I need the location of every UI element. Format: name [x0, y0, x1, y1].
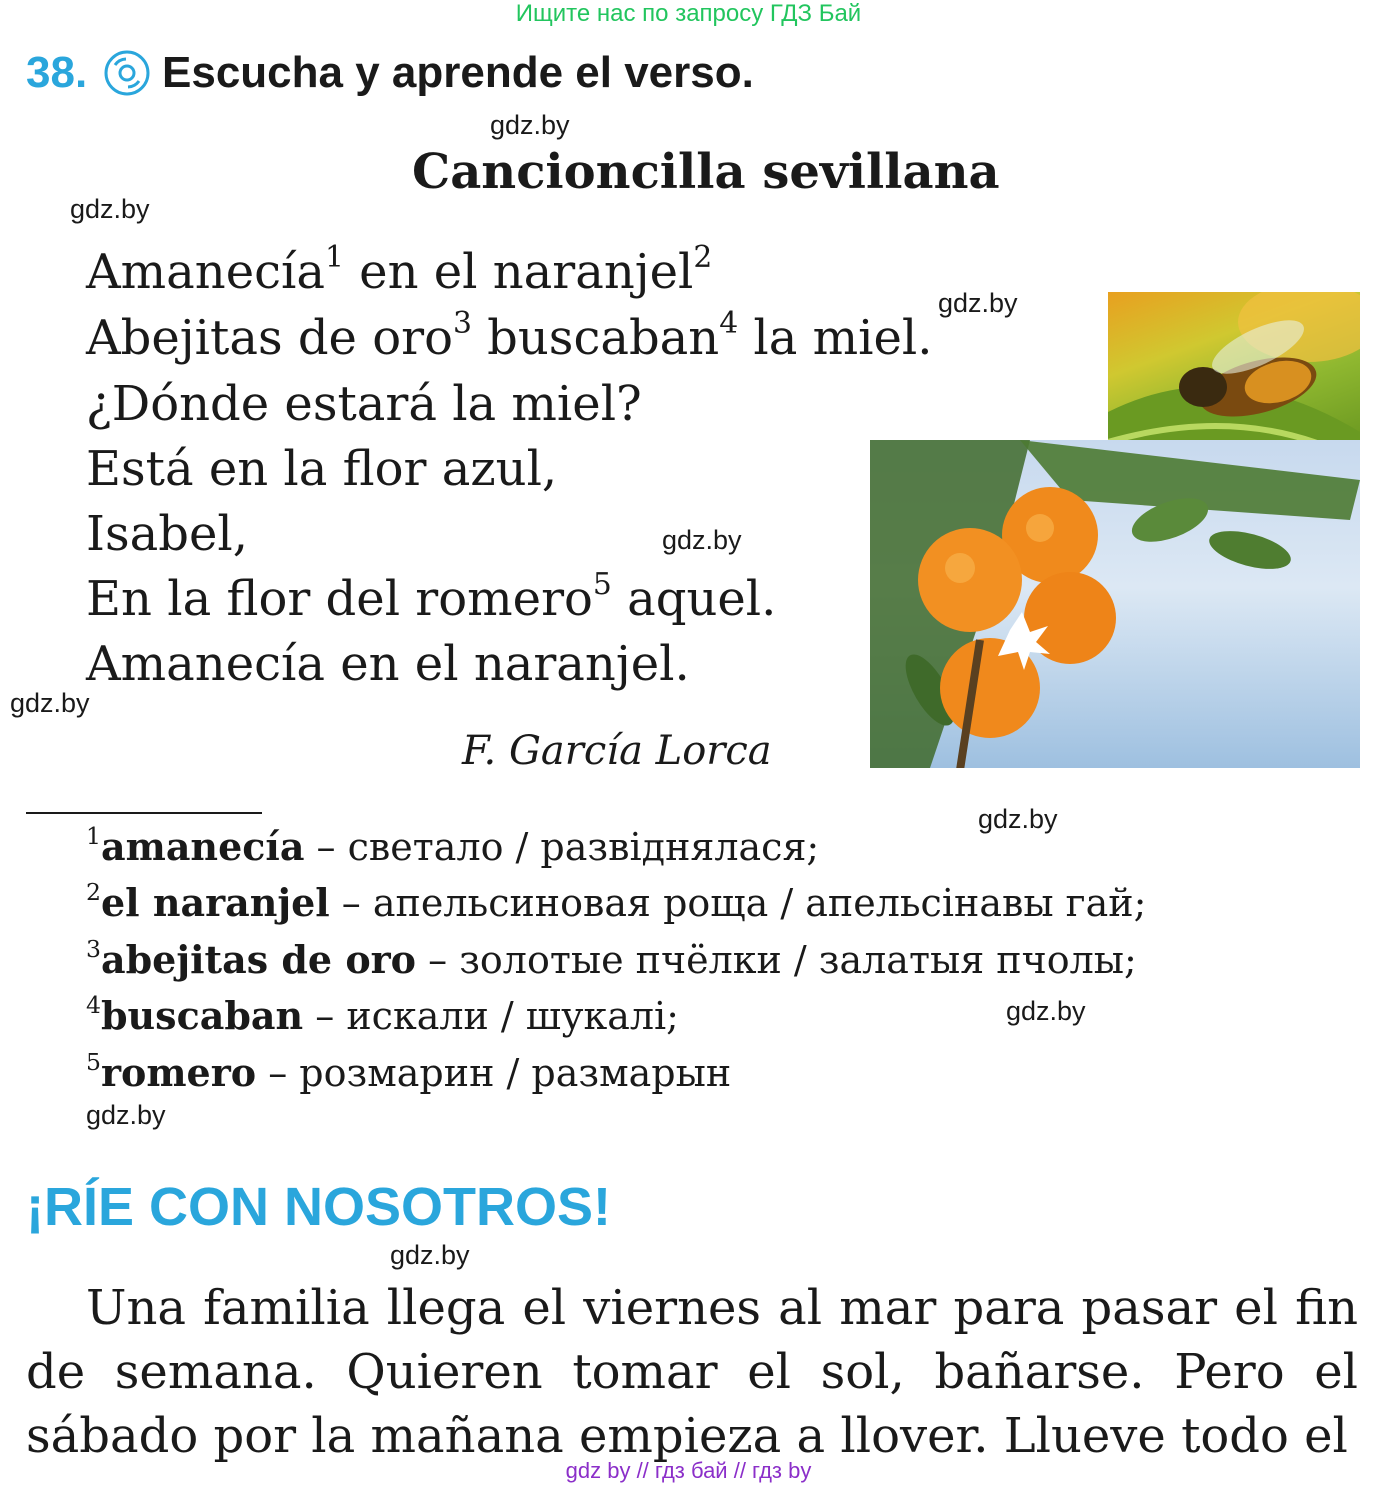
section-title: ¡RÍE CON NOSOTROS!	[26, 1177, 612, 1237]
poem-line: Está en la flor azul,	[86, 441, 558, 497]
poem-title: Cancioncilla sevillana	[412, 144, 1000, 200]
orange-tree-photo	[870, 440, 1360, 768]
poem-line: Isabel,	[86, 506, 248, 562]
poem-line: Amanecía en el naranjel.	[86, 636, 690, 692]
watermark: gdz.by	[1006, 996, 1086, 1026]
footnote-divider	[26, 812, 262, 814]
watermark: gdz.by	[86, 1100, 166, 1130]
footnote: $^2$el naranjel – апельсиновая роща / апельсінавы гай;	[86, 877, 1147, 925]
bottom-banner[interactable]: gdz by // гдз бай // гдз by	[565, 1458, 812, 1483]
footnote: $^5$romero – розмарин / размарын	[86, 1047, 732, 1095]
watermark: gdz.by	[938, 288, 1018, 318]
watermark: gdz.by	[390, 1240, 470, 1270]
watermark: gdz.by	[70, 194, 150, 224]
footnote: $^1$amanecía – светало / развіднялася;	[86, 821, 820, 869]
watermark: gdz.by	[662, 525, 742, 555]
footnote: $^3$abejitas de oro – золотые пчёлки / залатыя пчолы;	[86, 934, 1137, 982]
poem-author: F. García Lorca	[462, 728, 772, 774]
watermark: gdz.by	[490, 110, 570, 140]
poem-line: Amanecía$^1$ en el naranjel$^2$	[86, 240, 713, 300]
exercise-number: 38.	[26, 48, 88, 97]
exercise-title: Escucha y aprende el verso.	[162, 48, 754, 97]
top-banner[interactable]: Ищите нас по запросу ГДЗ Бай	[515, 0, 862, 27]
poem-line: ¿Dónde estará la miel?	[86, 376, 642, 432]
joke-text: Una familia llega el viernes al mar para pasar el fin de semana. Quieren tomar el sol, bañarse. Pero el sábado por la mañana empieza a llover. Llueve todo el	[26, 1280, 1358, 1464]
poem-line: En la flor del romero$^5$ aquel.	[86, 567, 777, 627]
watermark: gdz.by	[978, 804, 1058, 834]
footnote: $^4$buscaban – искали / шукалі;	[86, 990, 679, 1038]
cd-disc-icon	[104, 50, 150, 96]
poem-line: Abejitas de oro$^3$ buscaban$^4$ la miel.	[86, 306, 933, 366]
watermark: gdz.by	[10, 688, 90, 718]
